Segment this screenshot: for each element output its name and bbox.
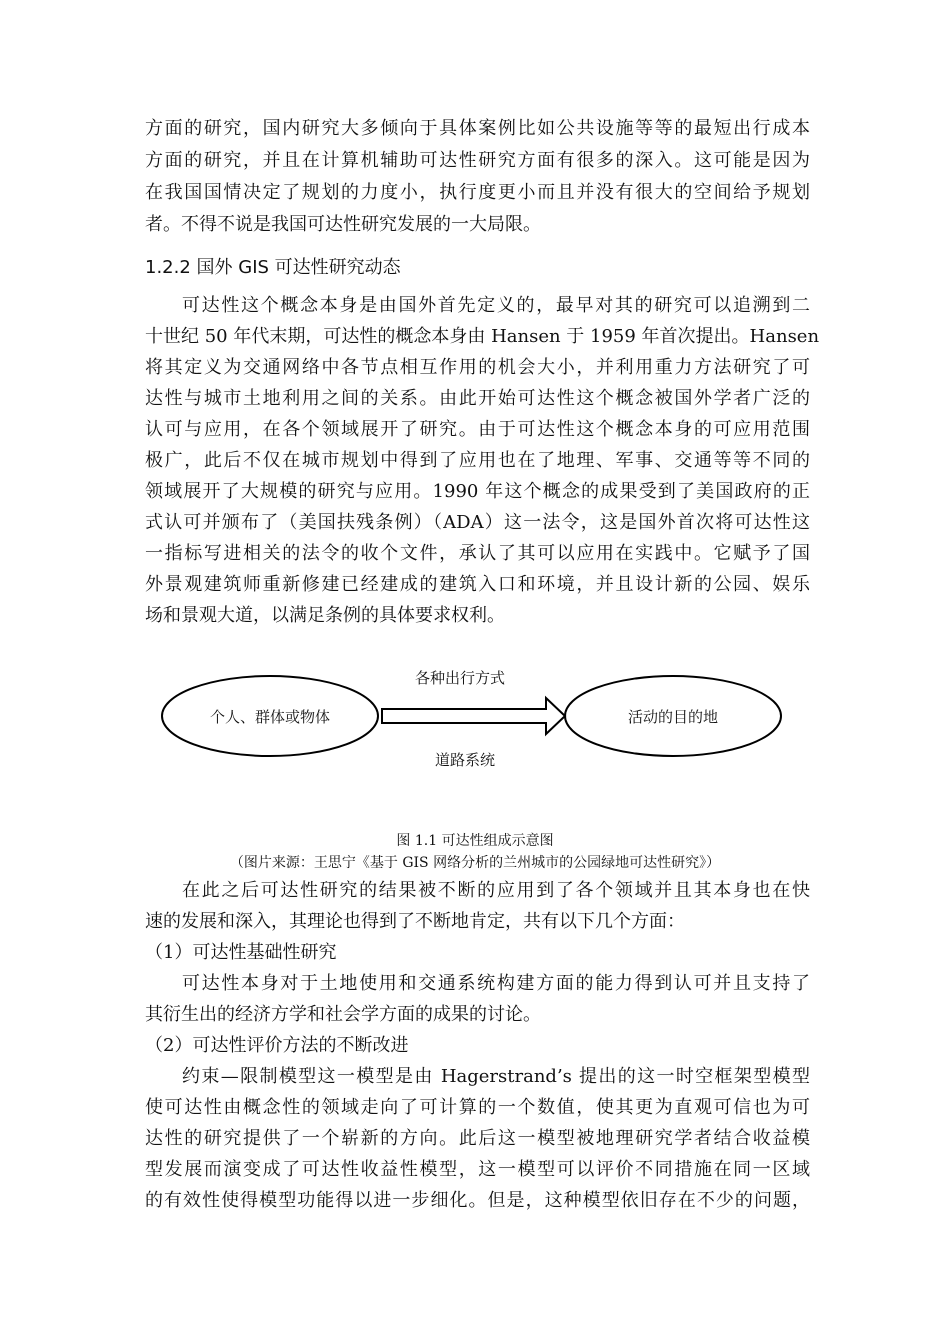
figure-source: （图片来源：王思宁《基于 GIS 网络分析的兰州城市的公园绿地可达性研究》） (229, 855, 721, 871)
paragraph-line: 在我国国情决定了规划的力度小，执行度更小而且并没有很大的空间给予规划 (145, 182, 810, 203)
arrow-icon (382, 698, 565, 734)
paragraph-line: 使可达性由概念性的领域走向了可计算的一个数值，使其更为直观可信也为可 (145, 1097, 810, 1118)
figure-caption: 图 1.1 可达性组成示意图 (396, 833, 554, 849)
paragraph-line: 一指标写进相关的法令的收个文件，承认了其可以应用在实践中。它赋予了国 (145, 543, 810, 564)
paragraph-line: 十世纪 50 年代末期，可达性的概念本身由 Hansen 于 1959 年首次提出。Hansen (145, 326, 820, 347)
paragraph-line: 方面的研究，国内研究大多倾向于具体案例比如公共设施等等的最短出行成本 (145, 118, 810, 139)
paragraph-line: 达性与城市土地利用之间的关系。由此开始可达性这个概念被国外学者广泛的 (145, 388, 810, 409)
road-system-label: 道路系统 (434, 751, 496, 769)
paragraph-line: 其衍生出的经济方学和社会学方面的成果的讨论。 (145, 1004, 541, 1025)
paragraph-line: 可达性本身对于土地使用和交通系统构建方面的能力得到认可并且支持了 (182, 973, 810, 994)
accessibility-diagram (160, 660, 790, 780)
paragraph-line: 的有效性使得模型功能得以进一步细化。但是，这种模型依旧存在不少的问题， (145, 1190, 810, 1211)
paragraph-line: 约束—限制模型这一模型是由 Hagerstrand’s 提出的这一时空框架型模型 (182, 1066, 810, 1087)
item-title: （2）可达性评价方法的不断改进 (145, 1035, 409, 1056)
paragraph-line: 场和景观大道，以满足条例的具体要求权利。 (145, 605, 505, 626)
item-title: （1）可达性基础性研究 (145, 942, 337, 963)
paragraph-line: 外景观建筑师重新修建已经建成的建筑入口和环境，并且设计新的公园、娱乐 (145, 574, 810, 595)
paragraph-line: 达性的研究提供了一个崭新的方向。此后这一模型被地理研究学者结合收益模 (145, 1128, 810, 1149)
paragraph-line: 方面的研究，并且在计算机辅助可达性研究方面有很多的深入。这可能是因为 (145, 150, 810, 171)
paragraph-line: 式认可并颁布了（美国扶残条例）（ADA）这一法令，这是国外首次将可达性这 (145, 512, 810, 533)
paragraph-line: 型发展而演变成了可达性收益性模型，这一模型可以评价不同措施在同一区域 (145, 1159, 810, 1180)
section-heading: 1.2.2 国外 GIS 可达性研究动态 (145, 257, 401, 278)
destination-label: 活动的目的地 (627, 708, 719, 726)
paragraph-line: 领域展开了大规模的研究与应用。1990 年这个概念的成果受到了美国政府的正 (145, 481, 810, 502)
paragraph-line: 在此之后可达性研究的结果被不断的应用到了各个领域并且其本身也在快 (182, 880, 810, 901)
paragraph-line: 可达性这个概念本身是由国外首先定义的，最早对其的研究可以追溯到二 (182, 295, 810, 316)
paragraph-line: 者。不得不说是我国可达性研究发展的一大局限。 (145, 214, 541, 235)
paragraph-line: 认可与应用，在各个领域展开了研究。由于可达性这个概念本身的可应用范围 (145, 419, 810, 440)
paragraph-line: 将其定义为交通网络中各节点相互作用的机会大小，并利用重力方法研究了可 (145, 357, 810, 378)
travel-mode-label: 各种出行方式 (414, 669, 506, 687)
origin-label: 个人、群体或物体 (209, 708, 331, 726)
paragraph-line: 速的发展和深入，其理论也得到了不断地肯定，共有以下几个方面： (145, 911, 685, 932)
paragraph-line: 极广，此后不仅在城市规划中得到了应用也在了地理、军事、交通等等不同的 (145, 450, 810, 471)
